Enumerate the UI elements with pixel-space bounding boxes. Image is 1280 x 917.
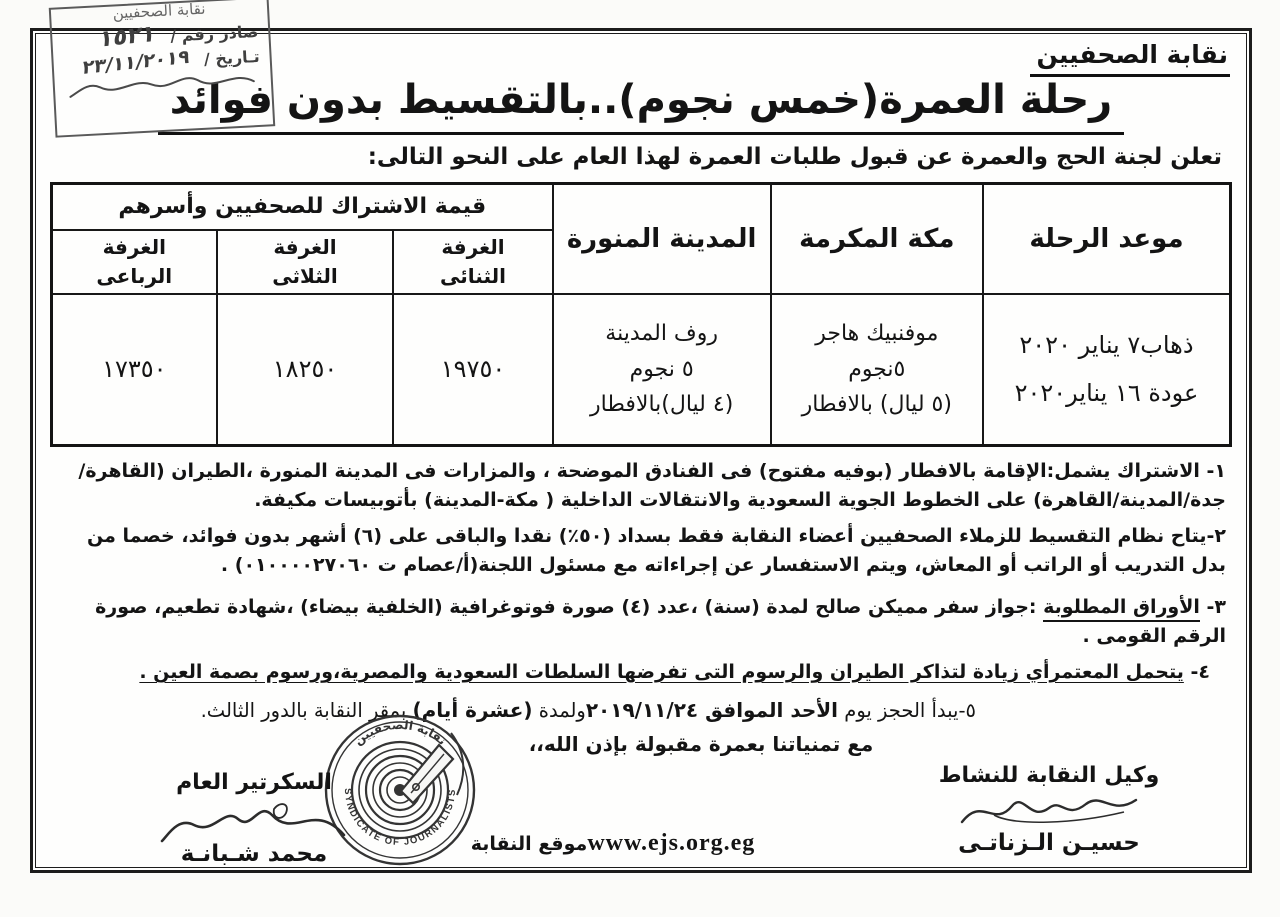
stamp-issue-label: صادر رقم / bbox=[169, 21, 259, 46]
right-signatory-name: حسيـن الـزناتـى bbox=[958, 830, 1140, 856]
note-4-extra-fees bbox=[56, 658, 1226, 687]
mecca-hotel-stars: ٥نجوم bbox=[848, 356, 906, 382]
col-header-double-room bbox=[393, 230, 552, 294]
stamp-date-label: تـاريخ / bbox=[203, 46, 261, 69]
announcement-subtitle: تعلن لجنة الحج والعمرة عن قبول طلبات العمرة لهذا العام على النحو التالى: bbox=[367, 144, 1222, 170]
signatures-footer bbox=[38, 715, 1244, 865]
stamp-org-name: نقابة الصحفيين bbox=[112, 0, 206, 23]
right-signature-scribble bbox=[954, 788, 1144, 836]
room-word: الغرفة bbox=[273, 234, 337, 259]
medina-hotel-name: روف المدينة bbox=[605, 321, 718, 347]
mecca-hotel-name: موفنبيك هاجر bbox=[815, 321, 939, 347]
price-triple-room: ١٨٢٥٠ bbox=[217, 294, 394, 446]
room-word: الغرفة bbox=[102, 234, 166, 259]
note-5-text-a: ٥-يبدأ الحجز يوم bbox=[838, 698, 976, 722]
room-type-quad: الرباعى bbox=[96, 263, 173, 288]
note-2-installments: ٢-يتاح نظام التقسيط للزملاء الصحفيين أعضاء النقابة فقط بسداد (٥٠٪) نقدا والباقى على (٦) أشهر بدون فوائد، خصما من بدل التدريب أو الراتب أو المعاش، ويتم الاستفسار عن إجراءاته مع مسئول اللجنة(أ/عصام ت ٠١٠٠٠٠٢٧٠٦٠) . bbox=[86, 525, 1226, 576]
mecca-hotel-nights: (٥ ليال) بالافطار bbox=[801, 391, 952, 417]
note-5-text-e: بمقر النقابة بالدور الثالث. bbox=[200, 698, 413, 722]
note-4-text: يتحمل المعتمرأي زيادة لتذاكر الطيران والرسوم التى تفرضها السلطات السعودية والمصرية،ورسوم بصمة العين . bbox=[139, 661, 1184, 683]
trip-date-cell bbox=[983, 294, 1231, 446]
umrah-offer-table bbox=[50, 182, 1232, 447]
website-line bbox=[35, 830, 1216, 857]
price-double-room: ١٩٧٥٠ bbox=[393, 294, 552, 446]
notes-section bbox=[50, 447, 1232, 759]
room-type-double: الثنائى bbox=[440, 263, 506, 288]
document-body bbox=[35, 33, 1247, 868]
note-3-required-documents bbox=[56, 593, 1226, 650]
note-5-text-c: ولمدة bbox=[532, 698, 586, 722]
col-header-quad-room bbox=[52, 230, 217, 294]
note-5-booking-date: الأحد الموافق ٢٠١٩/١١/٢٤ bbox=[585, 697, 839, 722]
medina-hotel-cell bbox=[553, 294, 771, 446]
mecca-hotel-cell bbox=[771, 294, 983, 446]
seal-english-text: SYNDICATE OF JOURNALISTS bbox=[341, 787, 459, 849]
received-stamp bbox=[49, 0, 276, 138]
room-word: الغرفة bbox=[441, 234, 505, 259]
note-3-text: :جواز سفر مميكن صالح لمدة (سنة) ،عدد (٤) صورة فوتوغرافية (الخلفية بيضاء) ،شهادة تطعيم، صورة الرقم القومى . bbox=[95, 596, 1226, 647]
document-double-border bbox=[30, 28, 1252, 873]
table-data-row bbox=[52, 294, 1231, 446]
note-3-number: ٣- bbox=[1199, 596, 1226, 618]
seal-arabic-text: نقابة الصحفيين bbox=[351, 717, 450, 748]
org-name: نقابة الصحفيين bbox=[1030, 40, 1230, 77]
note-3-title: الأوراق المطلوبة bbox=[1043, 596, 1200, 622]
svg-text:نقابة الصحفيين bbox=[351, 718, 449, 748]
right-signatory-title: وكيل النقابة للنشاط bbox=[938, 763, 1160, 788]
medina-hotel-stars: ٥ نجوم bbox=[629, 356, 694, 382]
left-signatory-title: السكرتير العام bbox=[176, 770, 332, 795]
page-title: رحلة العمرة(خمس نجوم)..بالتقسيط بدون فوائد bbox=[158, 77, 1124, 135]
website-url: www.ejs.org.eg bbox=[587, 830, 756, 856]
room-type-triple: الثلاثى bbox=[272, 263, 338, 288]
return-date: عودة ١٦ يناير٢٠٢٠ bbox=[1014, 379, 1199, 408]
col-header-medina: المدينة المنورة bbox=[553, 184, 771, 294]
col-header-price-group: قيمة الاشتراك للصحفيين وأسرهم bbox=[52, 184, 553, 230]
note-1-inclusions: ١- الاشتراك يشمل:الإقامة بالافطار (بوفيه مفتوح) فى الفنادق الموضحة ، والمزارات فى المدينة المنورة ،الطيران (القاهرة/ جدة/المدينة/القاهرة) على الخطوط الجوية السعودية والانتقالات الداخلية ( مكة-المدينة) بأتوبيسات مكيفة. bbox=[78, 460, 1226, 511]
website-label: موقع النقابة bbox=[470, 833, 588, 855]
note-4-number: ٤- bbox=[1183, 661, 1210, 683]
col-header-mecca: مكة المكرمة bbox=[771, 184, 983, 294]
medina-hotel-nights: (٤ ليال)بالافطار bbox=[590, 391, 734, 417]
left-signatory-name: محمد شـبانـة bbox=[180, 841, 328, 867]
stamp-date-value: ٢٣/١١/٢٠١٩ bbox=[80, 45, 191, 80]
col-header-trip-date: موعد الرحلة bbox=[983, 184, 1231, 294]
table-header-row-1 bbox=[52, 184, 1231, 230]
departure-date: ذهاب٧ يناير ٢٠٢٠ bbox=[1019, 331, 1194, 360]
note-5-duration: (عشرة أيام) bbox=[412, 697, 533, 722]
closing-wish: مع تمنياتنا بعمرة مقبولة بإذن الله،، bbox=[528, 731, 874, 756]
stamp-issue-number: ١٥٢١ bbox=[97, 20, 157, 53]
col-header-triple-room bbox=[217, 230, 394, 294]
price-quad-room: ١٧٣٥٠ bbox=[52, 294, 217, 446]
